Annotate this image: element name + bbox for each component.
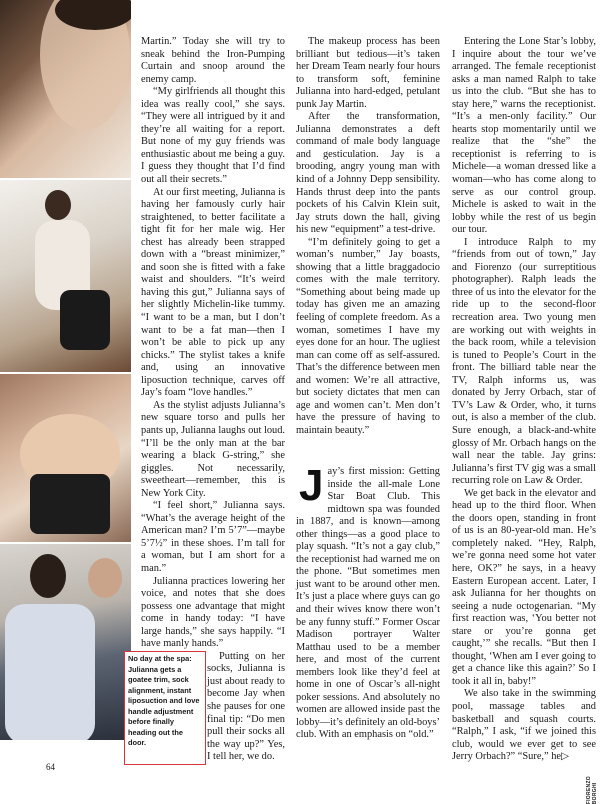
photo-socks — [0, 180, 131, 372]
paragraph: We also take in the swimming pool, massage tables and basketball and squash courts. “Ralph,” I ask, “if we joined this club, would we ever get to see Jerry Orbach?” “Sure,” he▷ — [452, 688, 596, 763]
paragraph: Entering the Lone Star’s lobby, I inquire about the tour we’ve arranged. The female receptionist asks a man named Ralph to take us into the club. “But she has to stay here,” warns the receptionist. “It’s a men-only facility.” Our hearts stop momentarily until we realize that the “she” the receptionist is referring to is Michele—a woman dressed like a woman—who has come along to serve as our control group. Michele is asked to wait in the lobby while the rest of us begin our tour. — [452, 36, 596, 236]
paragraph: “I feel short,” Julianna says. “What’s the average height of the American man? I’m 5’7”—maybe 5’7½” in these shoes. I’m tall for a woman, but I am short for a man.” — [141, 500, 285, 574]
photo-column — [0, 0, 131, 740]
page-number: 64 — [46, 762, 55, 772]
photo-caption: No day at the spa: Julianna gets a goatee trim, sock alignment, instant liposuction and love handle adjustment before finally heading out the door. — [124, 651, 206, 765]
paragraph: I introduce Ralph to my “friends from out of town,” Jay and Fiorenzo (our surreptitious photographer). Ralph leads the three of us into the elevator for the ride up to the second-floor recreation area. Two young men are working out with weights in the back room, while a television is tuned to People’s Court in the front. The billiard table near the TV, Ralph informs us, was donated by Jerry Orbach, star of TV’s Law & Order, who, it turns out, is also a member of the club. Sure enough, a black-and-white glossy of Mr. Orbach hangs on the wall near the table. Jay grins: Julianna’s first TV gig was a small recurring role on Law & Order. — [452, 236, 596, 487]
paragraph: As the stylist adjusts Julianna’s new square torso and pulls her pants up, Julianna laughs out loud. “I’ll be the only man at the bar wearing a black G-string,” she giggles. Not necessarily, sweetheart—remember, this is New York City. — [141, 399, 286, 499]
drop-cap: J — [296, 466, 323, 506]
photo-final-look — [0, 544, 131, 740]
paragraph: “My girlfriends all thought this idea was really cool,” she says. “They were all intrigued by it and they’re all waiting for a report. But none of my guy friends was enthusiastic about me being a guy. I guess they thought that I’d find out all their secrets.” — [141, 86, 285, 186]
paragraph: Julianna practices lowering her voice, and notes that she does possess one advantage that might come in handy today: “I have large hands,” she says happily. “I have manly hands.” — [141, 575, 285, 650]
paragraph: ay’s first mission: Getting inside the all-male Lone Star Boat Club. This midtown spa was founded in 1887, and is known—among other things—as a good place to play squash. “It’s not a gay club,” the receptionist had warned me on the phone. “But sometimes men just want to be around other men. It’s just a place where guys can go and their wives know there won’t be any funny stuff.” Former Oscar Madison portrayer Walter Matthau used to be a member here, and most of the current members look like they’d feel at home in one of Oscar’s all-night poker sessions. And absolutely no women are allowed inside past the lobby—it’s definitely an old-boys’ club. With an emphasis on “old.” — [296, 466, 441, 741]
paragraph: After the transformation, Julianna demonstrates a deft command of male body language and gesticulation. Jay is a brooding, angry young man with kind of a Johnny Depp sensibility. Hands thrust deep into the pants pockets of his Calvin Klein suit, Jay struts down the hall, giving his new “equipment” a test-drive. — [296, 111, 440, 236]
paragraph: Martin.” Today she will try to sneak behind the Iron-Pumping Curtain and snoop around the enemy camp. — [141, 36, 285, 85]
paragraph: The makeup process has been brilliant but tedious—it’s taken her Dream Team nearly four hours to transform soft, feminine Julianna into hard-edged, petulant punk Jay Martin. — [296, 36, 440, 110]
article-column-2 — [296, 36, 440, 438]
photo-goatee-trim — [0, 0, 131, 178]
section-start — [296, 461, 441, 742]
paragraph: Putting on her socks, Julianna is just about ready to become Jay when she pauses for one final tip: “Do men pull their socks all the way up?” Yes, I tell her, we do. — [207, 650, 285, 763]
paragraph: “I’m definitely going to get a woman’s number,” Jay boasts, showing that a little braggadocio comes with the male territory. “Something about being made up today has given me an amazing feeling of complete freedom. As a woman, sometimes I have my eyes done for an hour. The ugliest man can come off as self-assured. That’s the difference between men and women: We’re all attractive, but society dictates that men can age and women can’t. Men don’t have the pressure of having to maintain beauty.” — [296, 236, 440, 436]
photo-liposuction — [0, 374, 131, 542]
article-column-3 — [452, 36, 596, 764]
paragraph: We get back in the elevator and head up to the third floor. When the doors open, standing in front of us is an 80-year-old man. He’s completely naked. “Hey, Ralph, we’re gonna need some hot vater here, OK?” he says, in a heavy Eastern European accent. Later, I ask Julianna for her thoughts on seeing a nude octogenarian. “My first reaction was, ‘You better not stare or you’re gonna get caught,’” she recalls. “But then I thought, ‘When am I ever going to get a chance like this again?’ So I took it all in, baby!” — [452, 487, 596, 687]
photo-credit: FIORENZO BORGHI — [586, 776, 598, 804]
paragraph: At our first meeting, Julianna is having her famously curly hair straightened, to better facilitate a tight fit for her male wig. Her chest has already been strapped down with a “breast minimizer,” and soon she is fitted with a fake waist and shoulders. “It’s weird having this gut,” Julianna says of her slightly Michelin-like tummy. “I want to be a man, but I don’t want to be a fat man—then I won’t be able to pick up any chicks.” The stylist takes a knife and, using an innovative liposuction technique, carves off Jay’s foam “love handles.” — [141, 186, 285, 399]
